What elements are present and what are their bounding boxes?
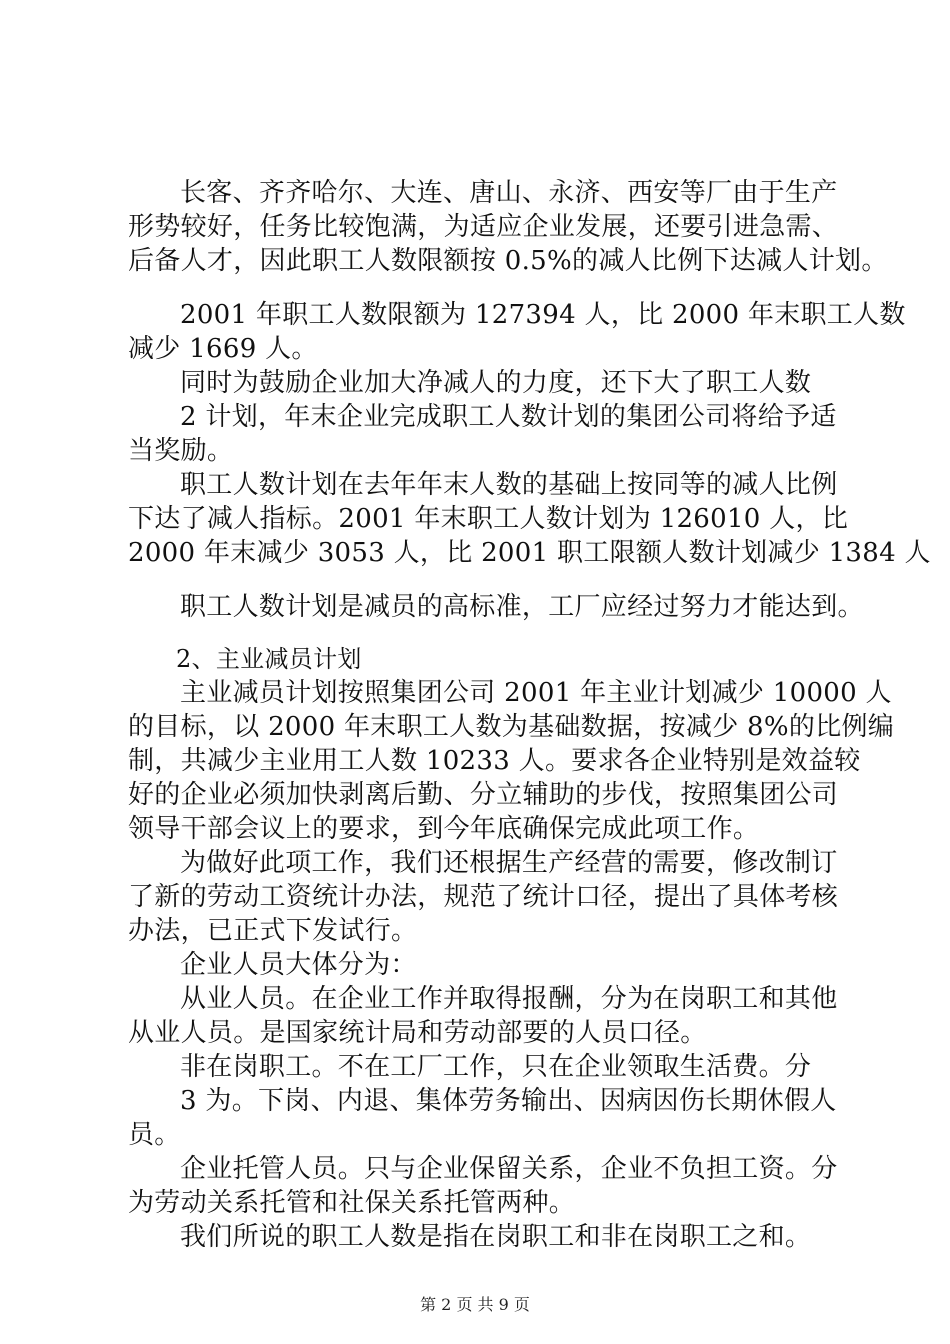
paragraph-line: 2001 年职工人数限额为 127394 人，比 2000 年末职工人数 bbox=[180, 300, 906, 330]
paragraph-line: 制，共减少主业用工人数 10233 人。要求各企业特别是效益较 bbox=[128, 746, 861, 776]
paragraph-line: 同时为鼓励企业加大净减人的力度，还下大了职工人数 bbox=[180, 368, 812, 398]
paragraph-line: 为做好此项工作，我们还根据生产经营的需要，修改制订 bbox=[180, 848, 838, 878]
paragraph-line: 从业人员。是国家统计局和劳动部要的人员口径。 bbox=[128, 1018, 707, 1048]
paragraph-line: 下达了减人指标。2001 年末职工人数计划为 126010 人，比 bbox=[128, 504, 849, 534]
page-footer: 第 2 页 共 9 页 bbox=[420, 1295, 530, 1314]
paragraph-line: 减少 1669 人。 bbox=[128, 334, 318, 364]
paragraph-line: 职工人数计划在去年年末人数的基础上按同等的减人比例 bbox=[180, 470, 838, 500]
paragraph-line: 后备人才，因此职工人数限额按 0.5%的减人比例下达减人计划。 bbox=[128, 246, 888, 276]
paragraph-line: 我们所说的职工人数是指在岗职工和非在岗职工之和。 bbox=[180, 1222, 812, 1252]
paragraph-line: 企业托管人员。只与企业保留关系，企业不负担工资。分 bbox=[180, 1154, 838, 1184]
paragraph-line: 2 计划，年末企业完成职工人数计划的集团公司将给予适 bbox=[180, 402, 837, 432]
paragraph-line: 2000 年末减少 3053 人，比 2001 职工限额人数计划减少 1384 人 bbox=[128, 538, 931, 568]
paragraph-line: 办法，已正式下发试行。 bbox=[128, 916, 418, 946]
paragraph-line: 员。 bbox=[128, 1120, 181, 1150]
paragraph-line: 形势较好，任务比较饱满，为适应企业发展，还要引进急需、 bbox=[128, 212, 839, 242]
paragraph-line: 的目标，以 2000 年末职工人数为基础数据，按减少 8%的比例编 bbox=[128, 712, 895, 742]
paragraph-line: 好的企业必须加快剥离后勤、分立辅助的步伐，按照集团公司 bbox=[128, 780, 839, 810]
paragraph-line: 为劳动关系托管和社保关系托管两种。 bbox=[128, 1188, 576, 1218]
paragraph-line: 主业减员计划按照集团公司 2001 年主业计划减少 10000 人 bbox=[180, 678, 892, 708]
paragraph-line: 从业人员。在企业工作并取得报酬，分为在岗职工和其他 bbox=[180, 984, 838, 1014]
section-heading: 2、主业减员计划 bbox=[176, 645, 362, 673]
paragraph-line: 当奖励。 bbox=[128, 436, 234, 466]
paragraph-line: 3 为。下岗、内退、集体劳务输出、因病因伤长期休假人 bbox=[180, 1086, 837, 1116]
paragraph-line: 长客、齐齐哈尔、大连、唐山、永济、西安等厂由于生产 bbox=[180, 178, 838, 208]
paragraph-line: 职工人数计划是减员的高标准，工厂应经过努力才能达到。 bbox=[180, 592, 864, 622]
paragraph-line: 了新的劳动工资统计办法，规范了统计口径，提出了具体考核 bbox=[128, 882, 839, 912]
paragraph-line: 企业人员大体分为： bbox=[180, 950, 417, 980]
paragraph-line: 领导干部会议上的要求，到今年底确保完成此项工作。 bbox=[128, 814, 760, 844]
paragraph-line: 非在岗职工。不在工厂工作，只在企业领取生活费。分 bbox=[180, 1052, 812, 1082]
